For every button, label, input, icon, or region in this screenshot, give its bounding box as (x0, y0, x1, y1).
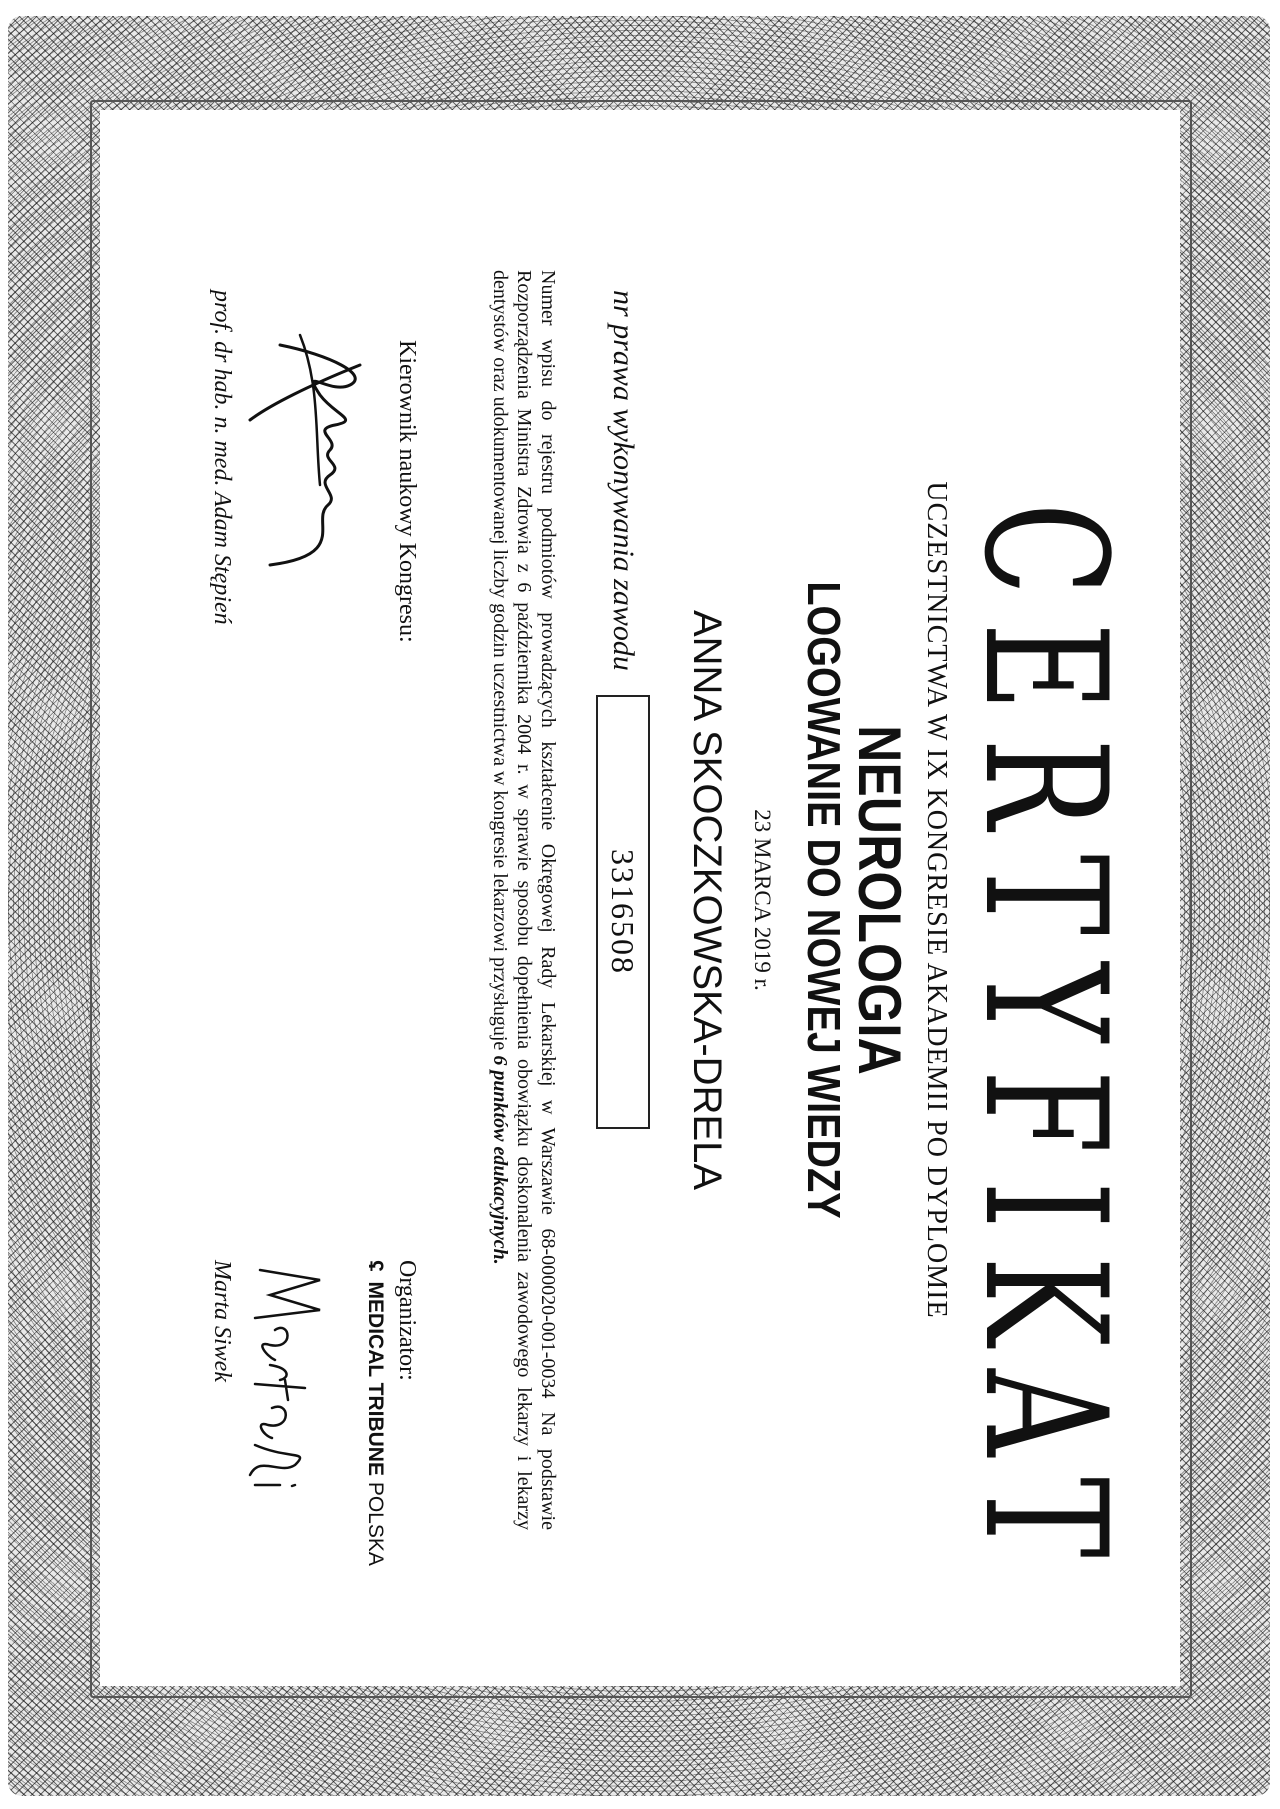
license-number: 3316508 (605, 849, 641, 975)
organizer-label: Organizator: (394, 1260, 420, 1381)
legal-text-main: Numer wpisu do rejestru podmiotów prowadzących kształcenie Okręgowej Rady Lekarskiej w Warszawie 68-000020-001-0034 Na podstawie Rozporządzenia Ministra Zdrowia z 6 października 2004 r. w sprawie sposobu dopełnienia obowiązku doskonalenia zawodowego lekarzy i lekarzy dentystów oraz udokumentowanej liczby godzin uczestnictwa w kongresie lekarzowi przysługuje (489, 270, 559, 1530)
signature-marta-siwek (220, 1260, 350, 1510)
legal-text (488, 270, 560, 1530)
scientific-director-label: Kierownik naukowy Kongresu: (394, 340, 420, 643)
congress-date: 23 MARCA 2019 r. (750, 809, 775, 991)
rotated-content (100, 110, 1180, 1686)
scientific-director-name: prof. dr hab. n. med. Adam Stępień (209, 290, 235, 625)
license-label: nr prawa wykonywania zawodu (607, 290, 640, 671)
medical-tribune-mark-icon: ʢ (364, 1260, 387, 1272)
logo-brand: MEDICAL TRIBUNE (364, 1281, 387, 1476)
certificate-subtitle: UCZESTNICTWA W IX KONGRESIE AKADEMII PO DYPLOMIE (921, 481, 952, 1319)
legal-text-points: 6 punktów edukacyjnych. (489, 1055, 511, 1265)
congress-topic-line2: LOGOWANIE DO NOWEJ WIEDZY (798, 581, 850, 1219)
participant-name: ANNA SKOCZKOWSKA-DRELA (685, 609, 729, 1191)
medical-tribune-logo (355, 1260, 387, 1580)
license-number-box (596, 695, 650, 1129)
certificate-body (100, 110, 1180, 1686)
organizer-name: Marta Siwek (209, 1260, 235, 1382)
certificate-title: CERTYFIKAT (947, 502, 1143, 1586)
logo-country: POLSKA (364, 1481, 387, 1566)
signature-adam-stepien (240, 325, 390, 585)
congress-topic-line1: NEUROLOGIA (846, 725, 913, 1075)
